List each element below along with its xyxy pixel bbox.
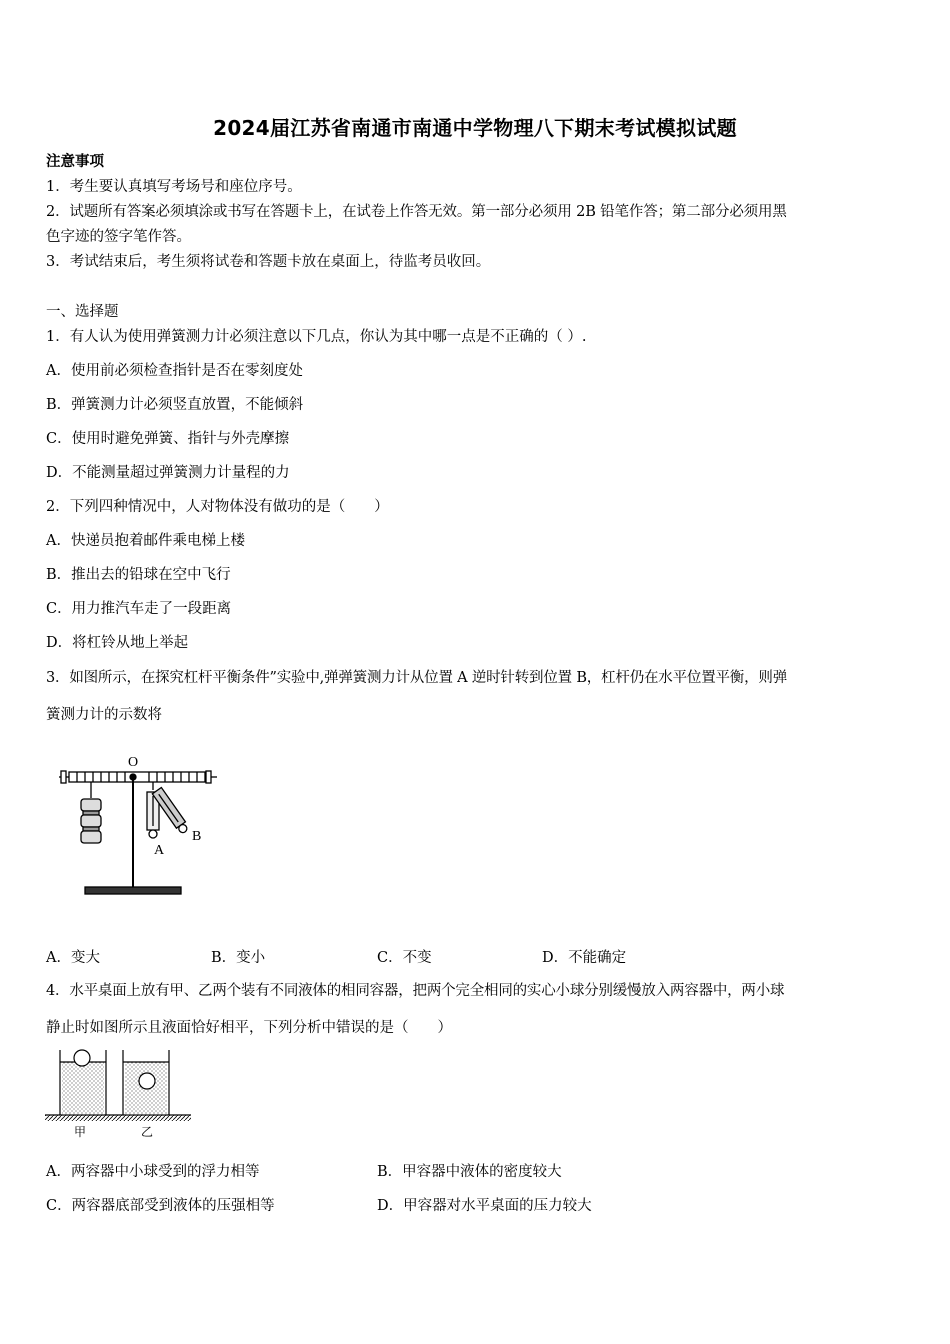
q3-option-a: A．变大	[46, 950, 100, 966]
q2-option-b: B．推出去的铅球在空中飞行	[46, 567, 231, 583]
q4-option-c: C．两容器底部受到液体的压强相等	[46, 1198, 275, 1214]
notice-heading: 注意事项	[46, 153, 104, 170]
q4-option-b: B．甲容器中液体的密度较大	[377, 1164, 562, 1180]
notice-item-2-cont: 色字迹的签字笔作答。	[46, 229, 191, 245]
q2-option-a: A．快递员抱着邮件乘电梯上楼	[46, 533, 245, 549]
q3-option-b: B．变小	[211, 950, 266, 966]
label-o: O	[128, 755, 139, 770]
q3-stem-line1: 3．如图所示，在探究杠杆平衡条件”实验中,弹弹簧测力计从位置 A 逆时针转到位置 B，杠杆仍在水平位置平衡，则弹	[46, 670, 787, 686]
q4-option-a: A．两容器中小球受到的浮力相等	[46, 1164, 260, 1180]
q1-option-c: C．使用时避免弹簧、指针与外壳摩擦	[46, 431, 290, 447]
q1-stem: 1．有人认为使用弹簧测力计必须注意以下几点，你认为其中哪一点是不正确的（ ）.	[46, 329, 587, 345]
lever-figure	[55, 752, 225, 902]
notice-item-1: 1．考生要认真填写考场号和座位序号。	[46, 179, 302, 195]
q2-option-d: D．将杠铃从地上举起	[46, 635, 189, 651]
q3-option-c: C．不变	[377, 950, 432, 966]
q2-option-c: C．用力推汽车走了一段距离	[46, 601, 232, 617]
label-yi: 乙	[141, 1125, 154, 1139]
exam-title: 2024届江苏省南通市南通中学物理八下期末考试模拟试题	[213, 116, 737, 140]
containers-figure	[45, 1048, 195, 1140]
label-b: B	[192, 829, 202, 844]
notice-item-3: 3．考试结束后，考生须将试卷和答题卡放在桌面上，待监考员收回。	[46, 254, 491, 270]
q3-stem-line2: 簧测力计的示数将	[46, 707, 162, 723]
q1-option-d: D．不能测量超过弹簧测力计量程的力	[46, 465, 290, 481]
label-a: A	[154, 843, 165, 858]
q4-option-d: D．甲容器对水平桌面的压力较大	[377, 1198, 592, 1214]
q1-option-b: B．弹簧测力计必须竖直放置，不能倾斜	[46, 397, 304, 413]
q2-stem: 2．下列四种情况中，人对物体没有做功的是（ ）	[46, 499, 389, 515]
label-jia: 甲	[74, 1125, 87, 1139]
q1-option-a: A．使用前必须检查指针是否在零刻度处	[46, 363, 303, 379]
q3-option-d: D．不能确定	[542, 950, 627, 966]
notice-item-2: 2．试题所有答案必须填涂或书写在答题卡上，在试卷上作答无效。第一部分必须用 2B 铅笔作答；第二部分必须用黑	[46, 204, 787, 220]
q4-stem-line2: 静止时如图所示且液面恰好相平，下列分析中错误的是（ ）	[46, 1020, 452, 1036]
q4-stem-line1: 4．水平桌面上放有甲、乙两个装有不同液体的相同容器，把两个完全相同的实心小球分别缓慢放入两容器中，两小球	[46, 983, 785, 999]
section-heading: 一、选择题	[46, 304, 119, 320]
